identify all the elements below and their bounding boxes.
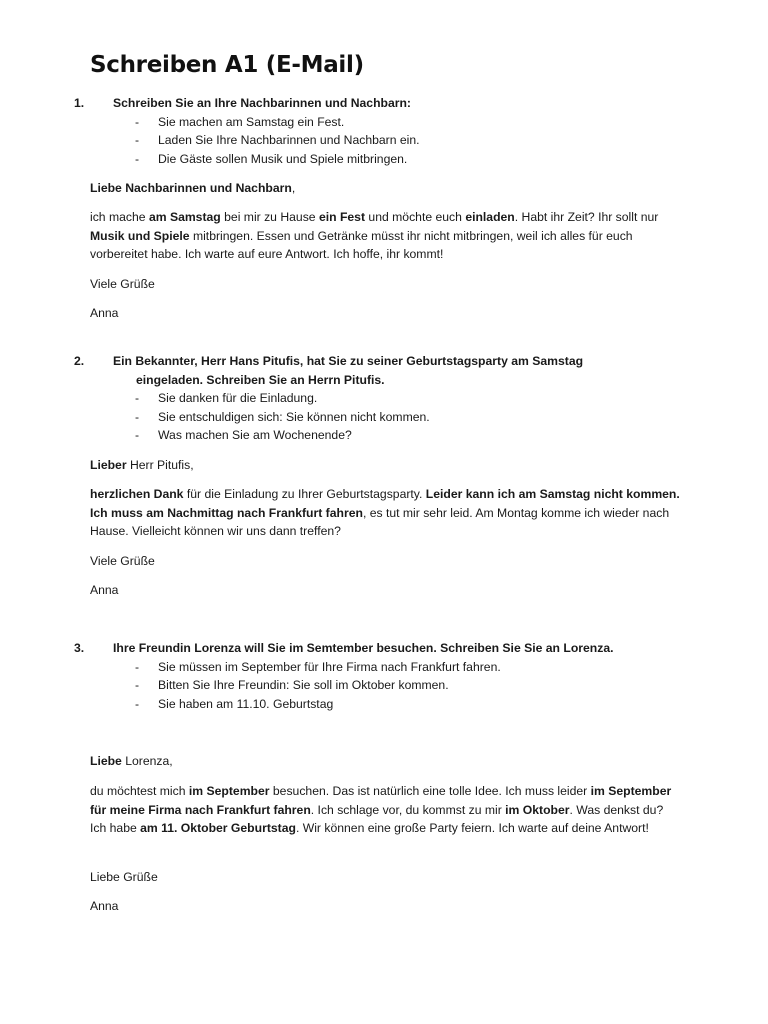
list-item: - Sie müssen im September für Ihre Firma nach Frankfurt fahren. <box>135 659 501 674</box>
body-text-run: am 11. Oktober Geburtstag <box>140 821 296 836</box>
letter-1-greeting: Liebe Nachbarinnen und Nachbarn, <box>90 181 296 195</box>
task-number: 1. <box>74 96 85 110</box>
list-item: - Sie machen am Samstag ein Fest. <box>135 114 345 129</box>
body-text-run: . Ich schlage vor, du kommst zu mir <box>310 802 506 817</box>
task-2-bullets <box>0 389 768 445</box>
list-item: - Sie danken für die Einladung. <box>135 391 318 406</box>
list-item: - Sie entschuldigen sich: Sie können nicht kommen. <box>135 409 430 424</box>
page-title: Schreiben A1 (E-Mail) <box>90 52 364 78</box>
letter-1-body <box>90 208 680 264</box>
body-text-run: ich mache <box>90 210 149 224</box>
task-1-bullets <box>0 113 768 169</box>
body-text-run: für die Einladung zu Ihrer Geburtstagsparty. <box>183 487 426 501</box>
task-prompt-text: Ein Bekannter, Herr Hans Pitufis, hat Sie zu seiner Geburtstagsparty am Samstag eingeladen. Schreiben Sie an Herrn Pitufis. <box>113 354 584 387</box>
task-3-prompt <box>0 639 768 658</box>
letter-1-closing: Viele Grüße <box>90 277 155 291</box>
list-item: - Bitten Sie Ihre Freundin: Sie soll im Oktober kommen. <box>135 678 449 693</box>
body-text-run: ein Fest <box>318 210 366 224</box>
body-text-run: am Samstag <box>148 210 221 224</box>
letter-2-signature: Anna <box>90 583 119 597</box>
task-3-bullets <box>0 658 768 714</box>
list-item: - Die Gäste sollen Musik und Spiele mitbringen. <box>135 151 408 166</box>
body-text-run: besuchen. Das ist natürlich eine tolle Idee. Ich muss leider <box>269 784 591 798</box>
body-text-run: Leider kann ich am Samstag nicht kommen. Ich muss am Nachmittag nach Frankfurt fahren <box>90 487 680 520</box>
list-item: - Laden Sie Ihre Nachbarinnen und Nachbarn ein. <box>135 133 420 148</box>
body-text-run: . Was denkst du? Ich habe <box>90 802 664 836</box>
task-3 <box>0 639 768 713</box>
task-number: 3. <box>74 641 85 655</box>
body-text-run: Musik und Spiele <box>90 228 190 243</box>
task-prompt-text: Schreiben Sie an Ihre Nachbarinnen und Nachbarn: <box>113 96 411 110</box>
task-number: 2. <box>74 354 85 368</box>
task-1-prompt <box>0 94 768 113</box>
body-text-run: und möchte euch <box>365 210 466 224</box>
body-text-run: . Habt ihr Zeit? Ihr sollt nur <box>514 210 659 224</box>
letter-2-body <box>90 485 680 541</box>
body-text-run: du möchtest mich <box>90 784 189 798</box>
letter-2-greeting: Lieber Herr Pitufis, <box>90 458 194 472</box>
body-text-run: einladen <box>465 210 515 224</box>
task-2-prompt <box>0 352 768 389</box>
task-2 <box>0 352 768 445</box>
body-text-run: im September <box>188 784 270 798</box>
task-prompt-text: Ihre Freundin Lorenza will Sie im Semtember besuchen. Schreiben Sie Sie an Lorenza. <box>113 641 614 655</box>
letter-3-closing: Liebe Grüße <box>90 870 158 884</box>
letter-2-closing: Viele Grüße <box>90 554 155 568</box>
list-item: - Was machen Sie am Wochenende? <box>135 428 352 443</box>
letter-3-signature: Anna <box>90 899 119 913</box>
list-item: - Sie haben am 11.10. Geburtstag <box>135 696 334 711</box>
letter-3-greeting: Liebe Lorenza, <box>90 754 173 768</box>
body-text-run: im Oktober <box>505 802 570 817</box>
body-text-run: im September für meine Firma nach Frankfurt fahren <box>90 784 672 817</box>
body-text-run: mitbringen. Essen und Getränke müsst ihr nicht mitbringen, weil ich alles für euch vorbereitet habe. Ich warte auf eure Antwort. Ich hoffe, ihr kommt! <box>90 228 633 262</box>
task-1 <box>0 94 768 168</box>
body-text-run: . Wir können eine große Party feiern. Ich warte auf deine Antwort! <box>295 821 649 836</box>
body-text-run: , es tut mir sehr leid. Am Montag komme ich wieder nach Hause. Vielleicht können wir uns dann treffen? <box>90 505 670 539</box>
body-text-run: bei mir zu Hause <box>220 210 319 224</box>
body-text-run: herzlichen Dank <box>90 487 184 501</box>
letter-3-body <box>90 782 680 838</box>
letter-1-signature: Anna <box>90 306 119 320</box>
